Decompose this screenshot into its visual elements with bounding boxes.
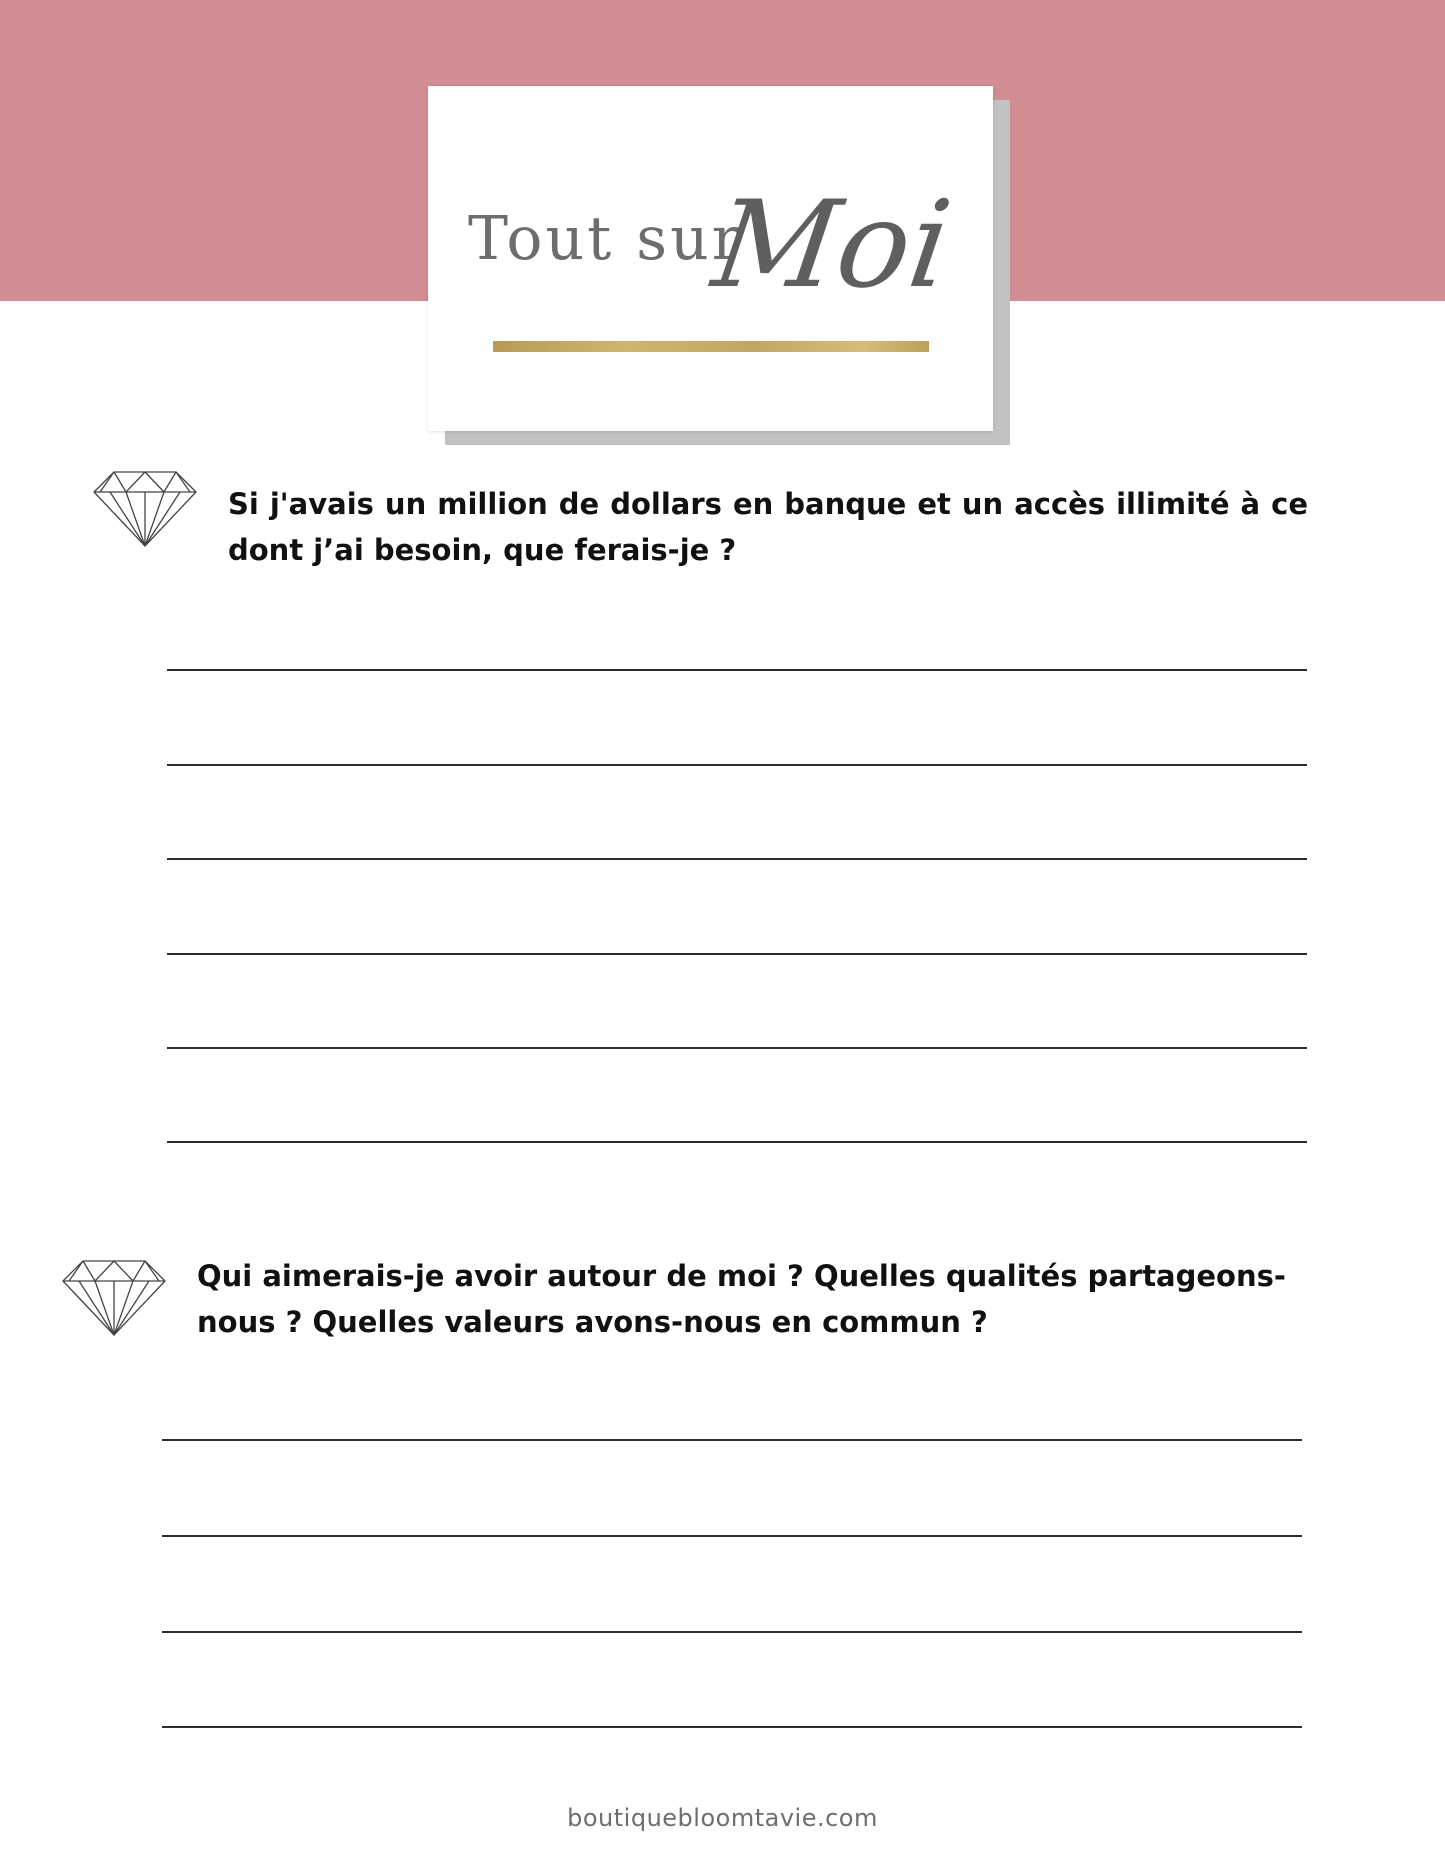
title-script-text: Moi — [705, 175, 959, 315]
question-1: Si j'avais un million de dollars en banque et un accès illimité à ce dont j’ai besoin, que ferais-je ? — [228, 487, 1308, 567]
diamond-icon — [92, 470, 198, 548]
title-script — [705, 146, 959, 331]
answer-line[interactable] — [162, 1439, 1302, 1441]
answer-line[interactable] — [167, 669, 1307, 671]
footer-website: boutiquebloomtavie.com — [567, 1804, 878, 1832]
gold-underline — [493, 341, 929, 352]
answer-line[interactable] — [167, 858, 1307, 860]
title-main: Tout sur — [468, 204, 744, 274]
answer-line[interactable] — [162, 1726, 1302, 1728]
question-2: Qui aimerais-je avoir autour de moi ? Quelles qualités partageons-nous ? Quelles valeurs avons-nous en commun ? — [197, 1259, 1286, 1339]
answer-line[interactable] — [162, 1535, 1302, 1537]
title-card — [428, 86, 993, 431]
answer-line[interactable] — [167, 1047, 1307, 1049]
diamond-icon — [61, 1259, 167, 1337]
answer-line[interactable] — [167, 953, 1307, 955]
answer-line[interactable] — [162, 1631, 1302, 1633]
answer-line[interactable] — [167, 1141, 1307, 1143]
answer-line[interactable] — [167, 764, 1307, 766]
